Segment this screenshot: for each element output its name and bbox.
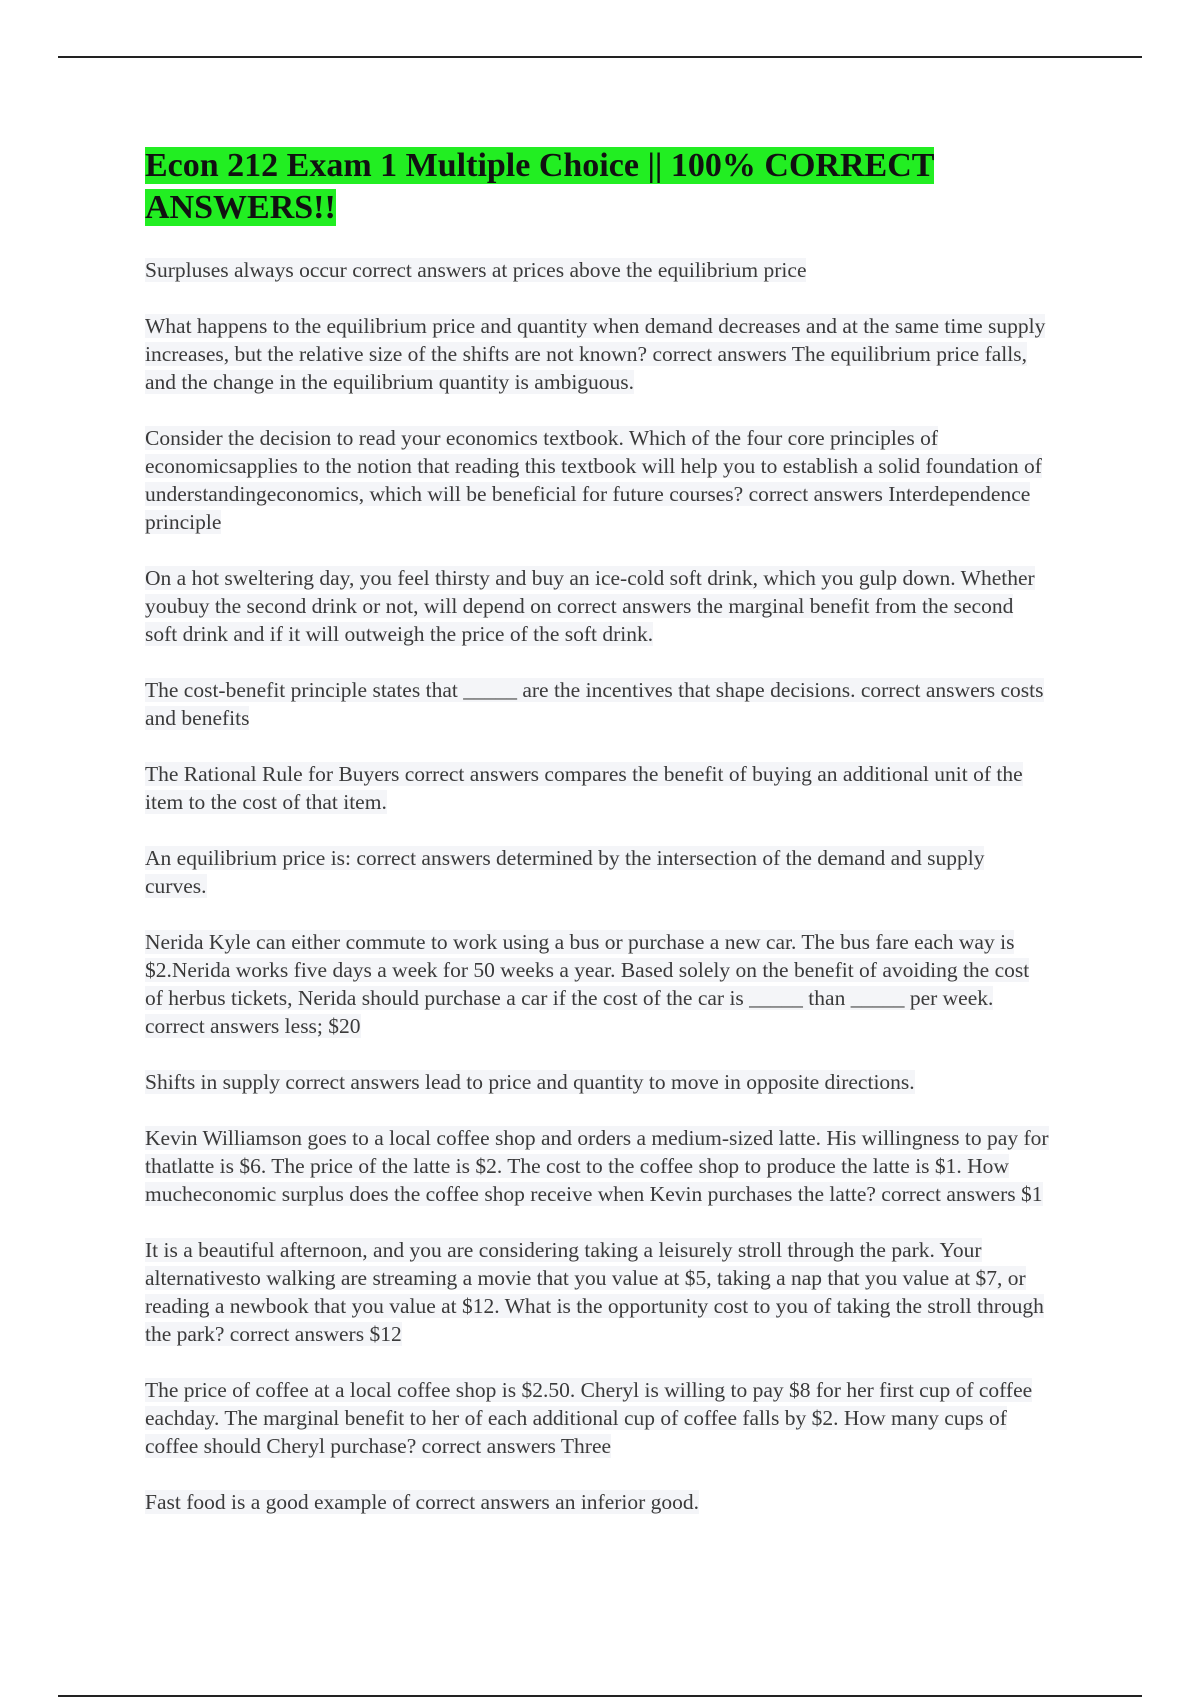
qa-text: Fast food is a good example of correct answers an inferior good. (145, 1490, 700, 1514)
qa-item (145, 564, 1050, 648)
qa-text: It is a beautiful afternoon, and you are considering taking a leisurely stroll through the park. Your alternativesto walking are streaming a movie that you value at $5, taking a nap that you value at $7, or reading a newbook that you value at $12. What is the opportunity cost to you of taking the stroll through the park? correct answers $12 (145, 1238, 1044, 1346)
qa-text: An equilibrium price is: correct answers determined by the intersection of the demand and supply curves. (145, 846, 985, 898)
qa-item (145, 1124, 1050, 1208)
qa-text: What happens to the equilibrium price and quantity when demand decreases and at the same time supply increases, but the relative size of the shifts are not known? correct answers The equilibrium price falls, and the change in the equilibrium quantity is ambiguous. (145, 314, 1046, 394)
qa-text: The Rational Rule for Buyers correct answers compares the benefit of buying an additional unit of the item to the cost of that item. (145, 762, 1023, 814)
document-title (145, 145, 1045, 229)
qa-item (145, 928, 1050, 1040)
qa-item (145, 676, 1050, 732)
qa-text: The price of coffee at a local coffee shop is $2.50. Cheryl is willing to pay $8 for her first cup of coffee eachday. The marginal benefit to her of each additional cup of coffee falls by $2. How many cups of coffee should Cheryl purchase? correct answers Three (145, 1378, 1033, 1458)
qa-text: Shifts in supply correct answers lead to price and quantity to move in opposite directions. (145, 1070, 915, 1094)
qa-text: On a hot sweltering day, you feel thirsty and buy an ice-cold soft drink, which you gulp down. Whether youbuy the second drink or not, will depend on correct answers the marginal benefit from the second soft drink and if it will outweigh the price of the soft drink. (145, 566, 1035, 646)
qa-list (145, 256, 1050, 1544)
qa-item (145, 1488, 1050, 1516)
document-header (145, 145, 1045, 229)
qa-item (145, 844, 1050, 900)
title-part-1: Econ 212 Exam 1 Multiple Choice (145, 147, 639, 184)
qa-item (145, 1376, 1050, 1460)
qa-item (145, 760, 1050, 816)
qa-text: Nerida Kyle can either commute to work using a bus or purchase a new car. The bus fare each way is $2.Nerida works five days a week for 50 weeks a year. Based solely on the benefit of avoiding the cost of herbus tickets, Nerida should purchase a car if the cost of the car is _____ than _____ per week. correct answers less; $20 (145, 930, 1030, 1038)
qa-text: Consider the decision to read your economics textbook. Which of the four core principles of economicsapplies to the notion that reading this textbook will help you to establish a solid foundation of understandingeconomics, which will be beneficial for future courses? correct answers Interdependence principle (145, 426, 1042, 534)
qa-item (145, 256, 1050, 284)
qa-item (145, 1068, 1050, 1096)
qa-item (145, 1236, 1050, 1348)
top-rule (58, 56, 1142, 58)
qa-item (145, 312, 1050, 396)
qa-text: The cost-benefit principle states that _____ are the incentives that shape decisions. correct answers costs and benefits (145, 678, 1044, 730)
title-part-2: || 100% CORRECT ANSWERS!! (145, 147, 935, 226)
qa-text: Kevin Williamson goes to a local coffee shop and orders a medium-sized latte. His willingness to pay for thatlatte is $6. The price of the latte is $2. The cost to the coffee shop to produce the latte is $1. How mucheconomic surplus does the coffee shop receive when Kevin purchases the latte? correct answers $1 (145, 1126, 1049, 1206)
bottom-rule (58, 1695, 1142, 1697)
qa-item (145, 424, 1050, 536)
qa-text: Surpluses always occur correct answers at prices above the equilibrium price (145, 258, 807, 282)
